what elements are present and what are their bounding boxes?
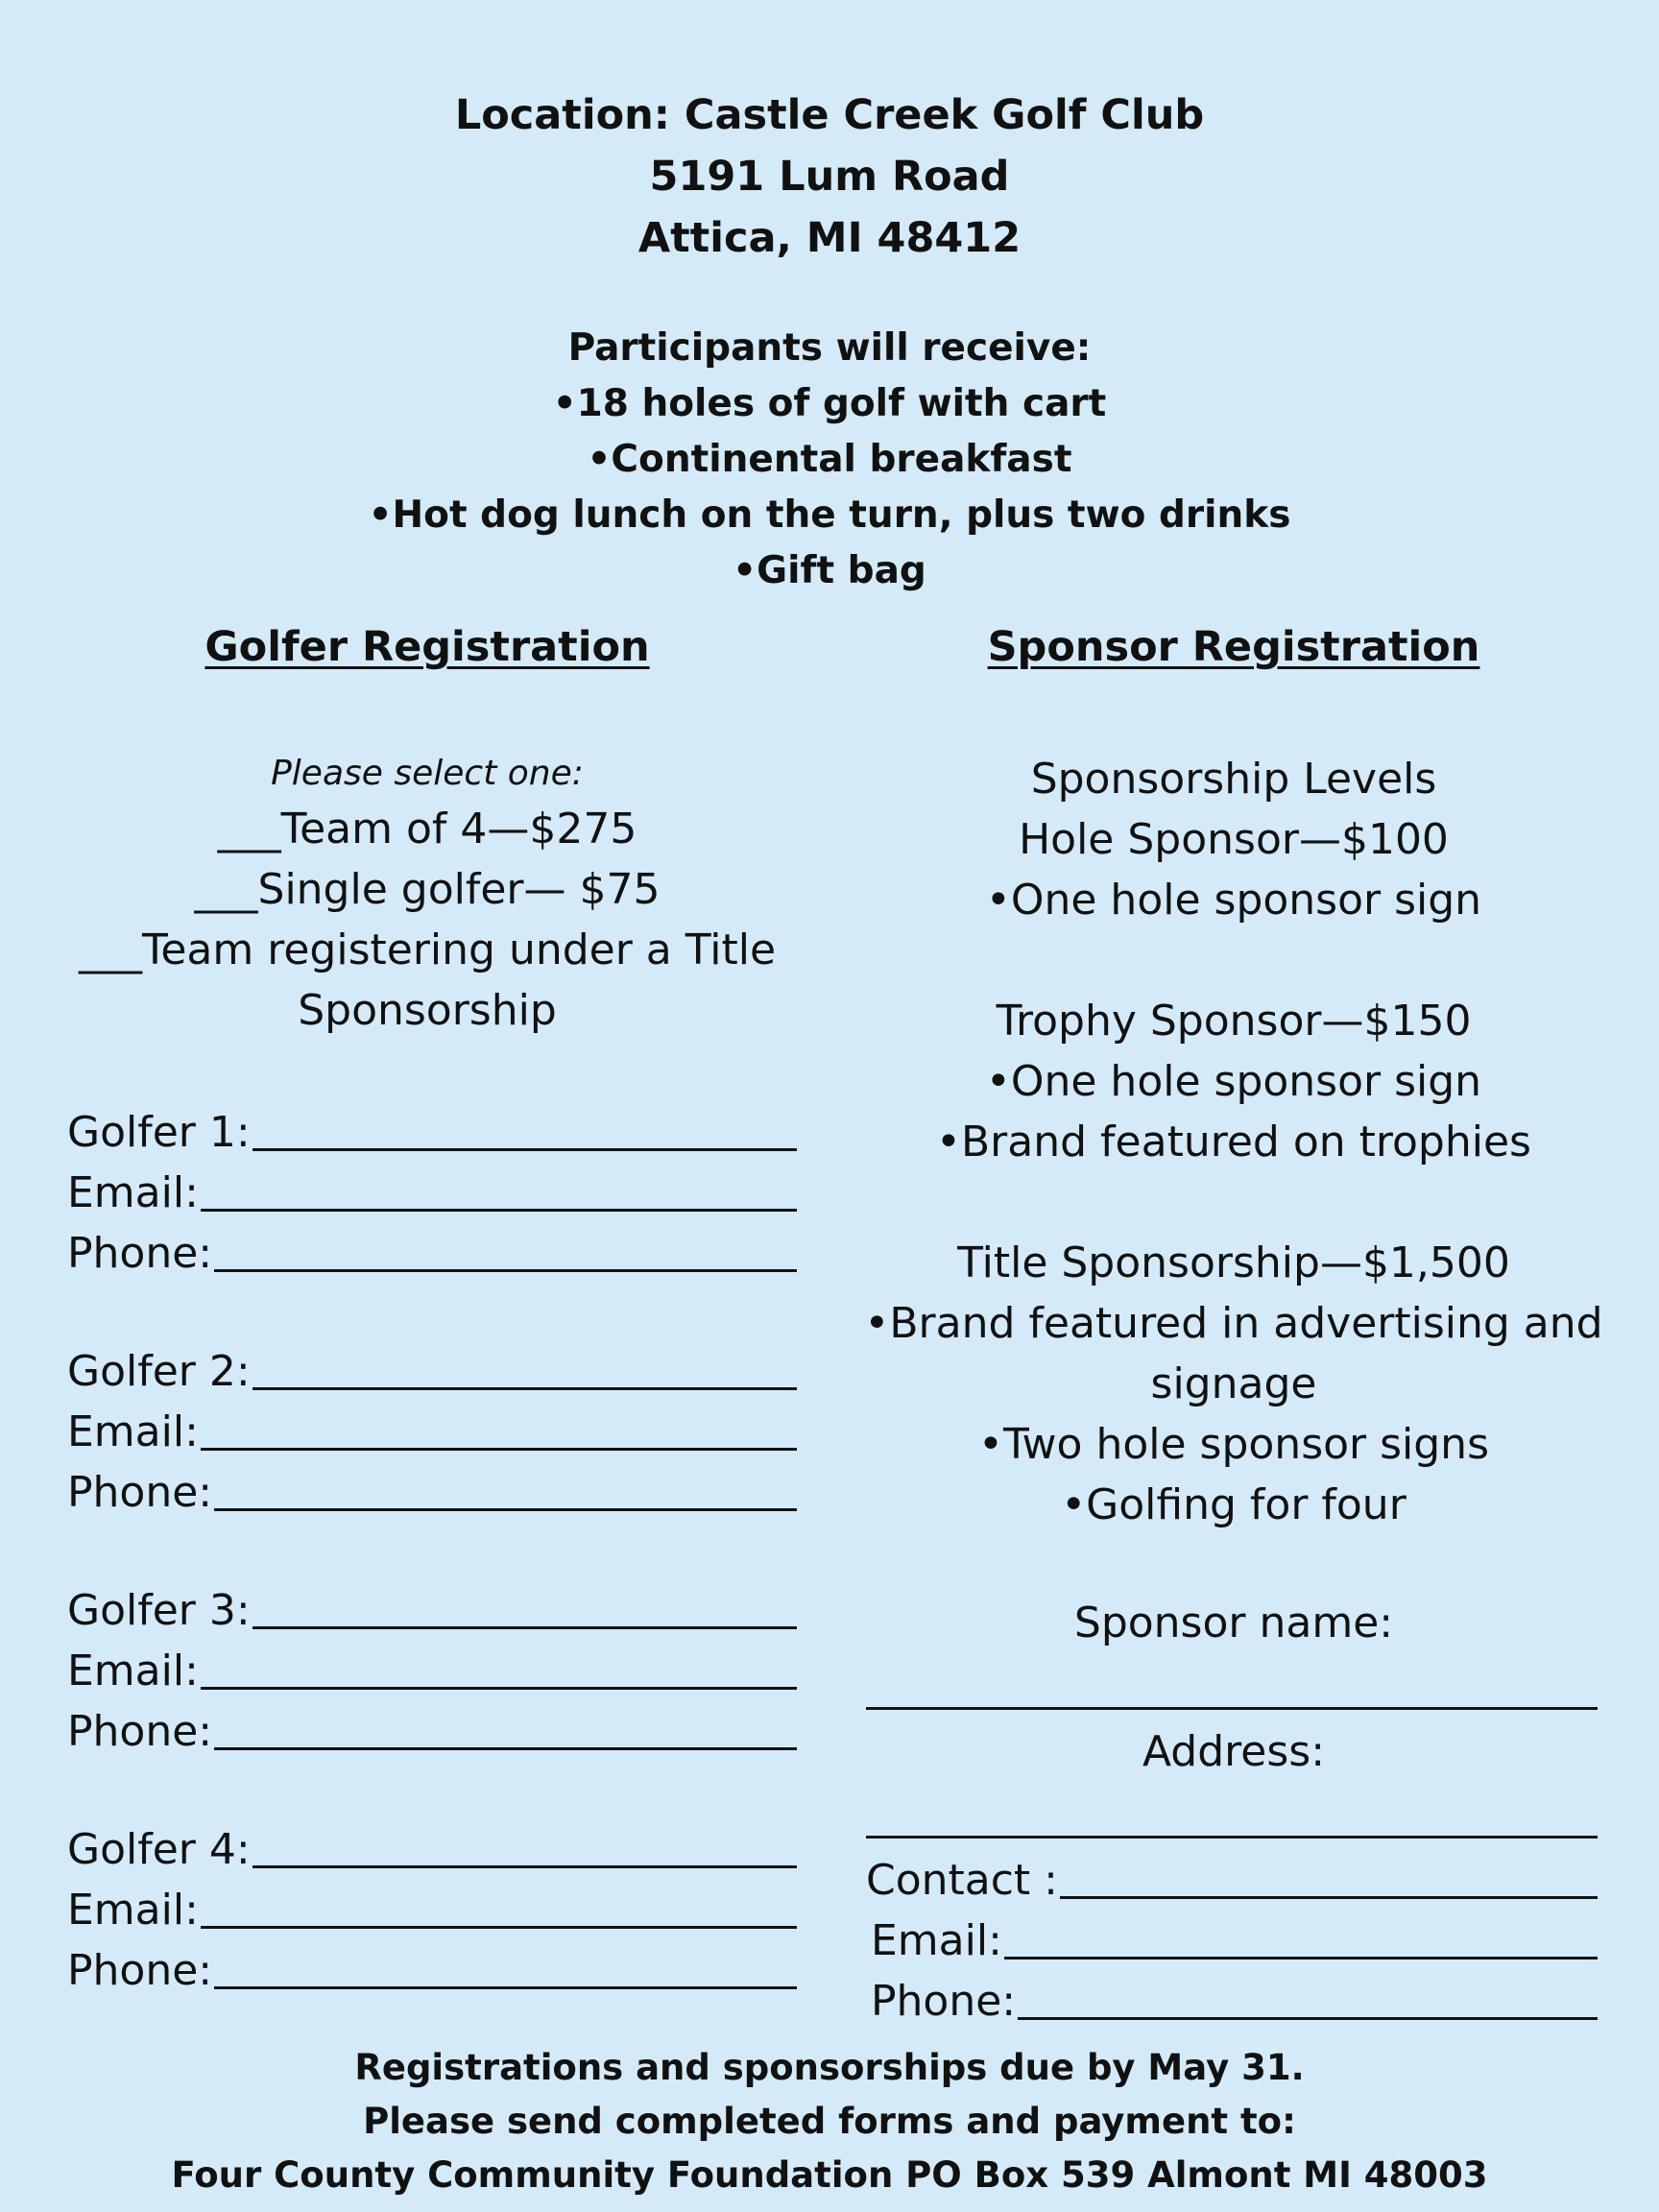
blank-line[interactable] [201, 1643, 797, 1690]
field-label: Email: [871, 1916, 1002, 1965]
sponsor-perk: •One hole sponsor sign [985, 876, 1482, 925]
address-input[interactable] [866, 1782, 1598, 1839]
contact-field[interactable] [866, 1850, 1598, 1911]
option-title-team[interactable]: ___Team registering under a Title [78, 926, 777, 974]
blank-line[interactable] [214, 1225, 797, 1272]
blank-line[interactable] [1004, 1912, 1598, 1960]
participants-item: •Continental breakfast [587, 438, 1072, 481]
location-city: Attica, MI 48412 [637, 214, 1022, 262]
sponsor-phone-field[interactable] [871, 1971, 1598, 2032]
golfer-4-email-field[interactable] [67, 1880, 797, 1940]
sponsor-registration-title: Sponsor Registration [987, 623, 1480, 671]
golfer-registration-section [48, 614, 806, 2001]
blank-line[interactable] [201, 1165, 797, 1212]
golfer-2-group [67, 1341, 797, 1523]
option-single-golfer[interactable]: ___Single golfer— $75 [194, 865, 661, 914]
field-label: Golfer 4: [67, 1825, 251, 1874]
location-street: 5191 Lum Road [649, 153, 1010, 201]
footer-block [0, 2041, 1659, 2202]
participants-item: •Hot dog lunch on the turn, plus two drinks [368, 493, 1291, 537]
select-prompt: Please select one: [271, 754, 584, 793]
blank-line[interactable] [214, 1703, 797, 1750]
field-label: Phone: [67, 1229, 213, 1278]
field-label: Email: [67, 1886, 199, 1935]
golfer-3-group [67, 1580, 797, 1762]
sponsor-perk: signage [1150, 1359, 1317, 1408]
golfer-2-email-field[interactable] [67, 1402, 797, 1462]
title-sponsorship-level: Title Sponsorship—$1,500 [957, 1238, 1510, 1287]
field-label: Golfer 2: [67, 1347, 251, 1396]
participants-item: •Gift bag [733, 549, 926, 592]
sponsorship-levels [845, 749, 1623, 1535]
field-label: Phone: [871, 1977, 1017, 2026]
golfer-1-email-field[interactable] [67, 1163, 797, 1223]
golfer-4-phone-field[interactable] [67, 1940, 797, 2001]
golfer-1-group [67, 1102, 797, 1284]
location-name: Location: Castle Creek Golf Club [454, 91, 1205, 139]
sponsor-perk: •One hole sponsor sign [985, 1057, 1482, 1106]
blank-line[interactable] [1018, 1973, 1598, 2020]
sponsor-email-field[interactable] [871, 1911, 1598, 1971]
blank-line[interactable] [214, 1942, 797, 1989]
field-label: Phone: [67, 1468, 213, 1517]
golfer-4-group [67, 1819, 797, 2001]
participants-item: •18 holes of golf with cart [552, 382, 1107, 425]
blank-line[interactable] [252, 1343, 797, 1390]
footer-deadline: Registrations and sponsorships due by May 31. [354, 2047, 1305, 2088]
location-block [0, 84, 1659, 269]
sponsor-perk: •Brand featured in advertising and [864, 1299, 1603, 1348]
field-label: Contact : [866, 1856, 1058, 1905]
golfer-2-phone-field[interactable] [67, 1462, 797, 1523]
sponsor-perk: •Two hole sponsor signs [978, 1420, 1489, 1469]
trophy-sponsor-level: Trophy Sponsor—$150 [996, 997, 1472, 1046]
blank-line[interactable] [252, 1821, 797, 1868]
blank-line[interactable] [252, 1582, 797, 1629]
sponsor-registration-section [845, 614, 1623, 2032]
field-label: Phone: [67, 1946, 213, 1995]
field-label: Golfer 3: [67, 1586, 251, 1635]
footer-address: Four County Community Foundation PO Box 539 Almont MI 48003 [171, 2154, 1488, 2196]
blank-line[interactable] [1060, 1852, 1598, 1899]
sponsor-perk: •Brand featured on trophies [936, 1118, 1531, 1166]
golfer-3-phone-field[interactable] [67, 1701, 797, 1762]
golfer-3-name-field[interactable] [67, 1580, 797, 1641]
participants-heading: Participants will receive: [567, 326, 1092, 370]
field-label: Email: [67, 1647, 199, 1695]
footer-instructions: Please send completed forms and payment to: [363, 2101, 1296, 2142]
field-label: Email: [67, 1168, 199, 1217]
blank-line[interactable] [214, 1464, 797, 1511]
sponsorship-levels-heading: Sponsorship Levels [1030, 755, 1437, 804]
blank-line[interactable] [252, 1104, 797, 1151]
field-label: Golfer 1: [67, 1108, 251, 1157]
field-label: Email: [67, 1407, 199, 1456]
option-title-team-cont: Sponsorship [298, 986, 557, 1035]
blank-line[interactable] [201, 1404, 797, 1451]
golfer-registration-title: Golfer Registration [204, 623, 650, 671]
golfer-4-name-field[interactable] [67, 1819, 797, 1880]
golfer-1-phone-field[interactable] [67, 1223, 797, 1284]
sponsor-name-input[interactable] [866, 1653, 1598, 1710]
hole-sponsor-level: Hole Sponsor—$100 [1019, 815, 1449, 864]
golfer-2-name-field[interactable] [67, 1341, 797, 1402]
golfer-3-email-field[interactable] [67, 1641, 797, 1701]
sponsor-name-label: Sponsor name: [1073, 1599, 1394, 1647]
blank-line[interactable] [201, 1882, 797, 1929]
sponsor-perk: •Golfing for four [1061, 1480, 1407, 1529]
option-team-of-4[interactable]: ___Team of 4—$275 [217, 805, 637, 854]
field-label: Phone: [67, 1707, 213, 1756]
address-label: Address: [1142, 1727, 1326, 1776]
participants-block [0, 321, 1659, 599]
golfer-1-name-field[interactable] [67, 1102, 797, 1163]
